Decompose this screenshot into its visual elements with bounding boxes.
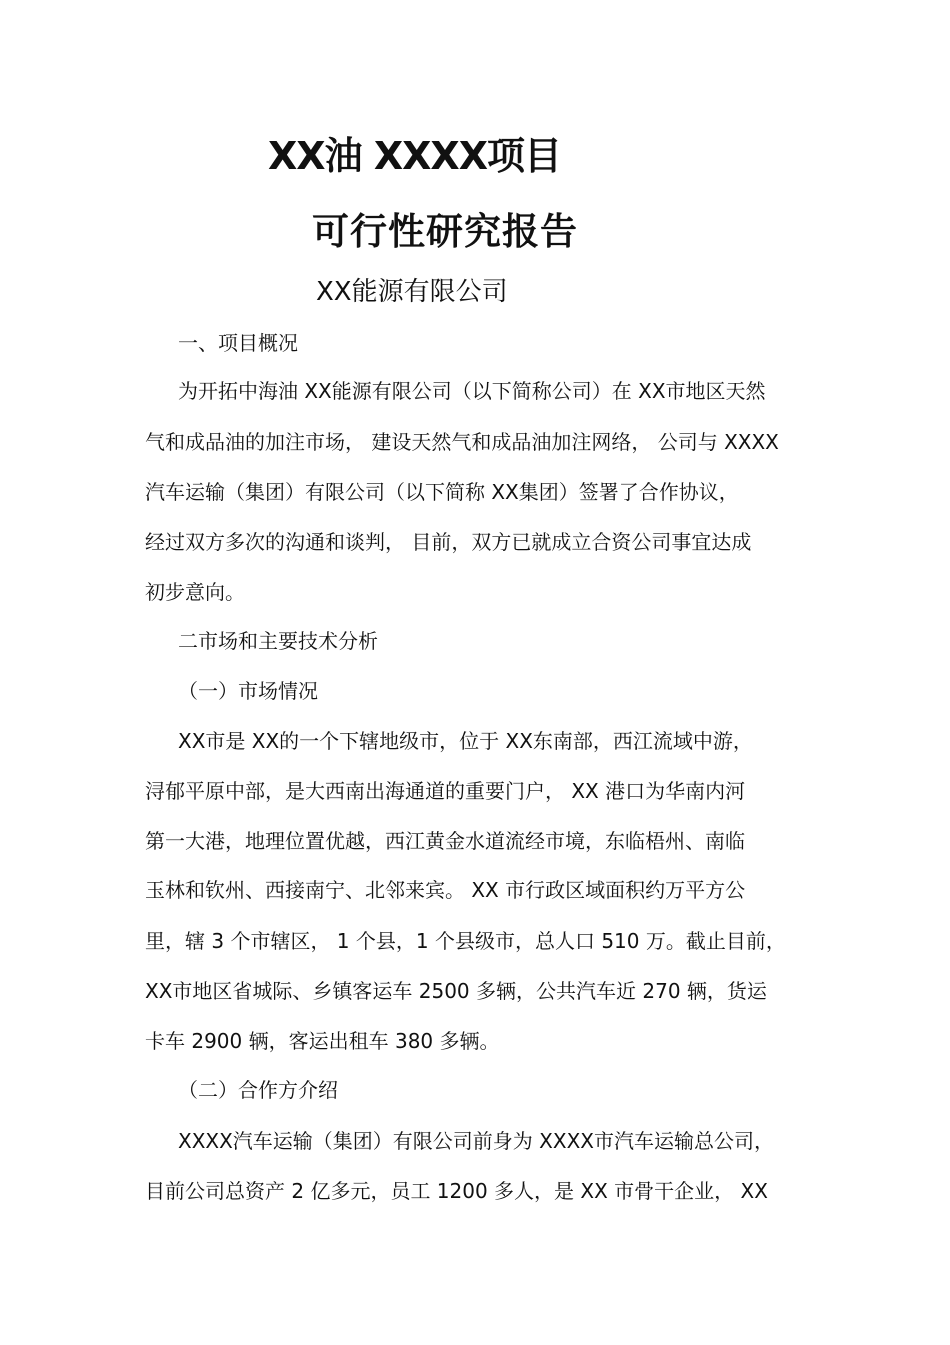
paragraph-line: 经过双方多次的沟通和谈判， 目前，双方已就成立合资公司事宜达成 (145, 530, 752, 554)
subsection-heading-partner: （二）合作方介绍 (178, 1078, 338, 1102)
paragraph-line: 玉林和钦州、西接南宁、北邻来宾。 XX 市行政区域面积约万平方公 (145, 878, 746, 902)
paragraph-line: XX市是 XX的一个下辖地级市，位于 XX东南部，西江流域中游， (178, 729, 753, 753)
paragraph-line: XXXX汽车运输（集团）有限公司前身为 XXXX市汽车运输总公司， (178, 1129, 774, 1153)
paragraph-line: 第一大港，地理位置优越，西江黄金水道流经市境，东临梧州、南临 (145, 829, 745, 853)
paragraph-line: 气和成品油的加注市场， 建设天然气和成品油加注网络， 公司与 XXXX (145, 430, 779, 454)
paragraph-line: 汽车运输（集团）有限公司（以下简称 XX集团）签署了合作协议， (145, 480, 739, 504)
paragraph-line: 目前公司总资产 2 亿多元，员工 1200 多人，是 XX 市骨干企业， XX (145, 1179, 768, 1203)
paragraph-line: 卡车 2900 辆，客运出租车 380 多辆。 (145, 1029, 500, 1053)
section-heading-overview: 一、项目概况 (178, 331, 298, 355)
section-heading-market: 二市场和主要技术分析 (178, 629, 378, 653)
subsection-heading-market: （一）市场情况 (178, 679, 318, 703)
paragraph-line: XX市地区省城际、乡镇客运车 2500 多辆，公共汽车近 270 辆，货运 (145, 979, 767, 1003)
title-line-1: XX油 XXXX项目 (268, 134, 562, 178)
paragraph-line: 里，辖 3 个市辖区， 1 个县，1 个县级市，总人口 510 万。截止目前， (145, 929, 786, 953)
company-name: XX能源有限公司 (316, 277, 508, 307)
paragraph-line: 浔郁平原中部，是大西南出海通道的重要门户， XX 港口为华南内河 (145, 779, 746, 803)
paragraph-line: 初步意向。 (145, 580, 245, 604)
title-line-2: 可行性研究报告 (312, 210, 578, 253)
paragraph-line: 为开拓中海油 XX能源有限公司（以下简称公司）在 XX市地区天然 (178, 379, 766, 403)
